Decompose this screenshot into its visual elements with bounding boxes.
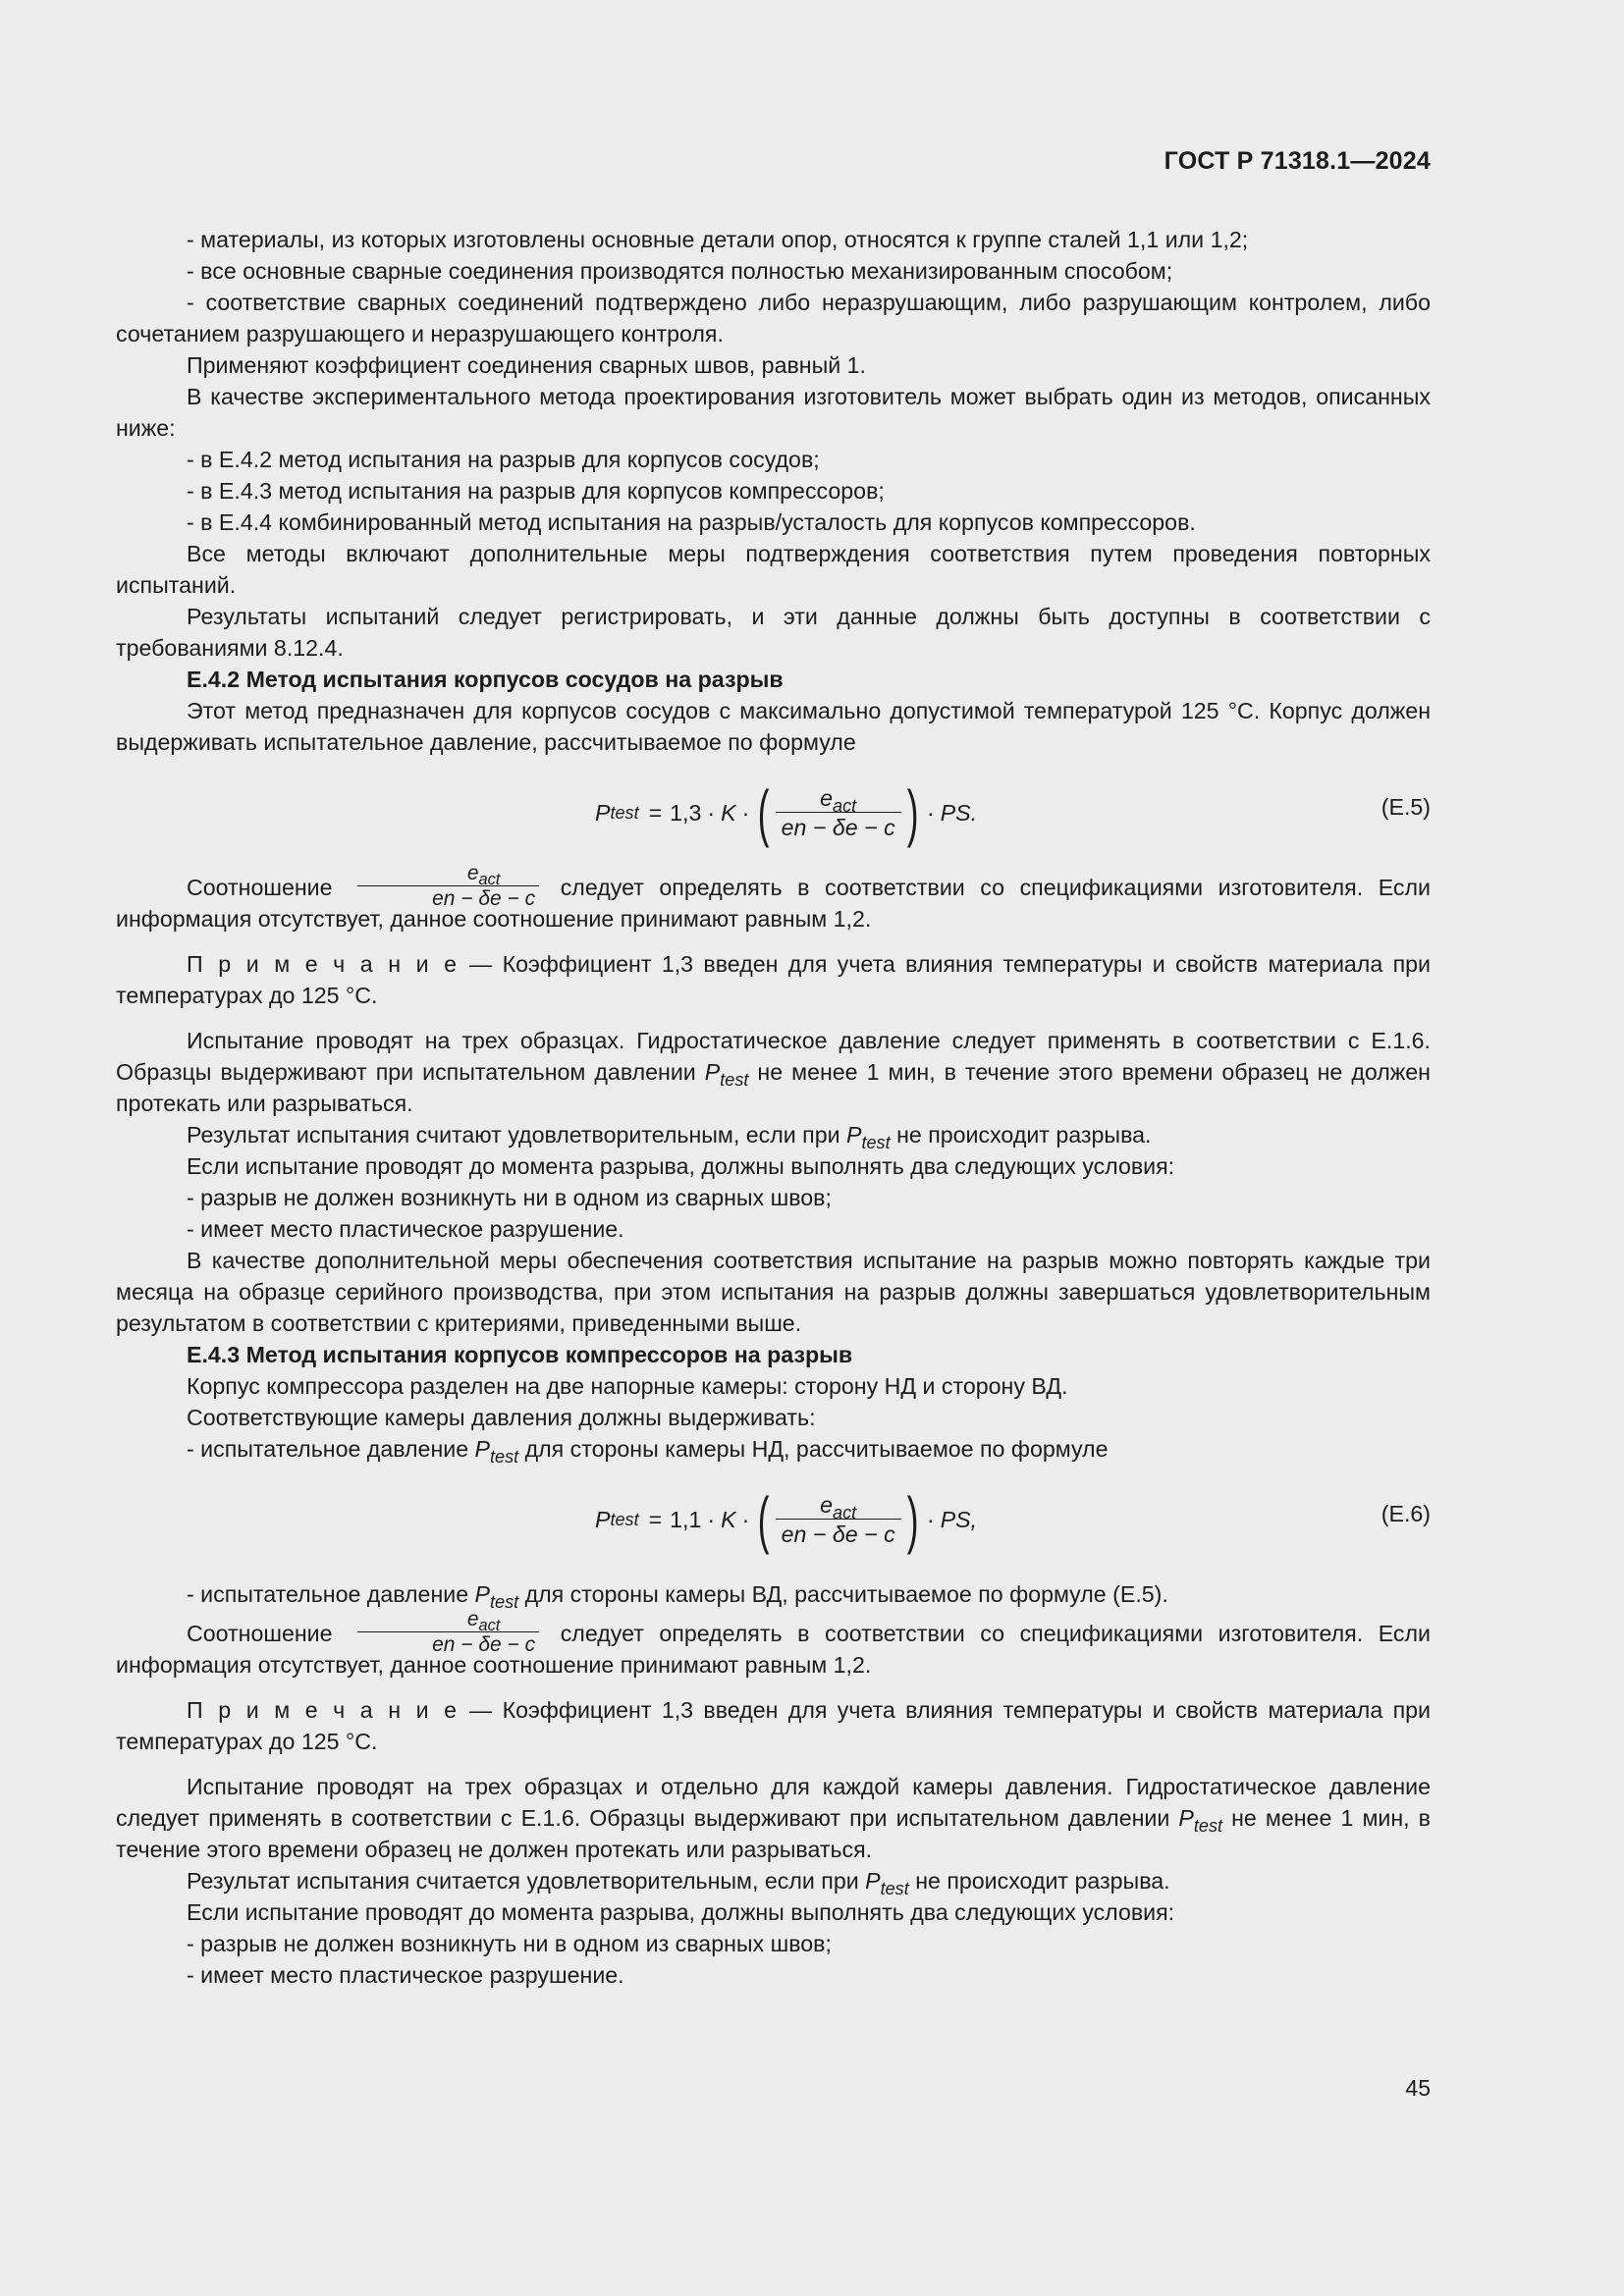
fraction: $\frac{e_{act}}{en - \delta e - c}$ (357, 1608, 539, 1658)
equation-number: (Е.6) (1380, 1501, 1431, 1526)
formula-e6 (116, 1474, 1431, 1565)
list-item: - в Е.4.4 комбинированный метод испытания на разрыв/усталость для корпусов компрессоров. (187, 509, 1196, 535)
paragraph: - все основные сварные соединения производятся полностью механизированным способом; (187, 258, 1173, 284)
fraction: $\frac{e_{act}}{en - \delta e - c}$ (776, 1492, 901, 1548)
paragraph: Результаты испытаний следует регистрировать, и эти данные должны быть доступны в соответствии с требованиями 8.12.4. (116, 604, 1431, 661)
paragraph: Корпус компрессора разделен на две напорные камеры: сторону НД и сторону ВД. (187, 1373, 1068, 1399)
document-header: ГОСТ Р 71318.1—2024 (1164, 147, 1431, 175)
page-number: 45 (1405, 2075, 1431, 2101)
list-item: - испытательное давление $P_{test}$ для стороны камеры ВД, рассчитываемое по формуле (Е.5). (187, 1581, 1168, 1612)
paragraph: В качестве экспериментального метода проектирования изготовитель может выбрать один из методов, описанных ниже: (116, 384, 1431, 441)
paragraph: Применяют коэффициент соединения сварных швов, равный 1. (187, 352, 866, 378)
paragraph: Соответствующие камеры давления должны выдерживать: (187, 1405, 816, 1430)
equation-number: (Е.5) (1380, 794, 1431, 820)
paragraph: В качестве дополнительной меры обеспечения соответствия испытание на разрыв можно повторять каждые три месяца на образце серийного производства, при этом испытания на разрыв должны завершаться удовлетворительным результатом в соответствии с критериями, приведенными выше. (116, 1248, 1431, 1336)
fraction: $\frac{e_{act}}{en - \delta e - c}$ (357, 862, 539, 912)
list-item: - в Е.4.2 метод испытания на разрыв для корпусов сосудов; (187, 447, 820, 472)
paragraph: - материалы, из которых изготовлены основные детали опор, относятся к группе сталей 1,1 или 1,2; (187, 227, 1249, 252)
paragraph: Результат испытания считается удовлетворительным, если при $P_{test}$ не происходит разрыва. (187, 1868, 1170, 1898)
paragraph: Все методы включают дополнительные меры подтверждения соответствия путем проведения повторных испытаний. (116, 541, 1431, 598)
list-item: - разрыв не должен возникнуть ни в одном из сварных швов; (187, 1931, 832, 1956)
paragraph: Если испытание проводят до момента разрыва, должны выполнять два следующих условия: (187, 1153, 1175, 1179)
list-item: - имеет место пластическое разрушение. (187, 1216, 624, 1242)
paragraph: Испытание проводят на трех образцах. Гидростатическое давление следует применять в соответствии с Е.1.6. Образцы выдерживают при испытательном давлении $P_{test}$ не менее 1 мин, в течение этого времени образец не должен протекать или разрываться. (116, 1028, 1431, 1116)
list-item: - разрыв не должен возникнуть ни в одном из сварных швов; (187, 1185, 832, 1210)
note: П р и м е ч а н и е — Коэффициент 1,3 введен для учета влияния температуры и свойств материала при температурах до 125 °С. (116, 1697, 1431, 1754)
formula-expression: P test = 1,1 · K · ( $\frac{e_{act}}{en - \delta e - c}$ ) · PS, (595, 1484, 978, 1555)
fraction: $\frac{e_{act}}{en - \delta e - c}$ (776, 785, 901, 841)
list-item: - испытательное давление $P_{test}$ для стороны камеры НД, рассчитываемое по формуле (187, 1436, 1109, 1467)
list-item: - имеет место пластическое разрушение. (187, 1962, 624, 1988)
section-heading-e42: Е.4.2 Метод испытания корпусов сосудов на разрыв (187, 667, 784, 692)
paragraph: Если испытание проводят до момента разрыва, должны выполнять два следующих условия: (187, 1899, 1175, 1925)
formula-expression: P test = 1,3 · K · ( $\frac{e_{act}}{en - \delta e - c}$ ) · PS. (595, 777, 978, 848)
paragraph: Результат испытания считают удовлетворительным, если при $P_{test}$ не происходит разрыва. (187, 1122, 1152, 1152)
section-heading-e43: Е.4.3 Метод испытания корпусов компрессоров на разрыв (187, 1342, 853, 1367)
note: П р и м е ч а н и е — Коэффициент 1,3 введен для учета влияния температуры и свойств материала при температурах до 125 °С. (116, 951, 1431, 1008)
list-item: - в Е.4.3 метод испытания на разрыв для корпусов компрессоров; (187, 478, 885, 504)
ratio-paragraph: Соотношение $\frac{e_{act}}{en - \delta e - c}$ следует определять в соответствии со спецификациями изготовителя. Если информация отсутствует, данное соотношение принимают равным 1,2. (116, 1608, 1431, 1678)
formula-e5 (116, 768, 1431, 858)
paragraph: Этот метод предназначен для корпусов сосудов с максимально допустимой температурой 125 °С. Корпус должен выдерживать испытательное давление, рассчитываемое по формуле (116, 698, 1431, 755)
ratio-paragraph: Соотношение $\frac{e_{act}}{en - \delta e - c}$ следует определять в соответствии со спецификациями изготовителя. Если информация отсутствует, данное соотношение принимают равным 1,2. (116, 862, 1431, 932)
paragraph: Испытание проводят на трех образцах и отдельно для каждой камеры давления. Гидростатическое давление следует применять в соответствии с Е.1.6. Образцы выдерживают при испытательном давлении $P_{test}$ не менее 1 мин, в течение этого времени образец не должен протекать или разрываться. (116, 1774, 1432, 1862)
document-body (116, 224, 1431, 1991)
paragraph: - соответствие сварных соединений подтверждено либо неразрушающим, либо разрушающим контролем, либо сочетанием разрушающего и неразрушающего контроля. (116, 290, 1431, 347)
